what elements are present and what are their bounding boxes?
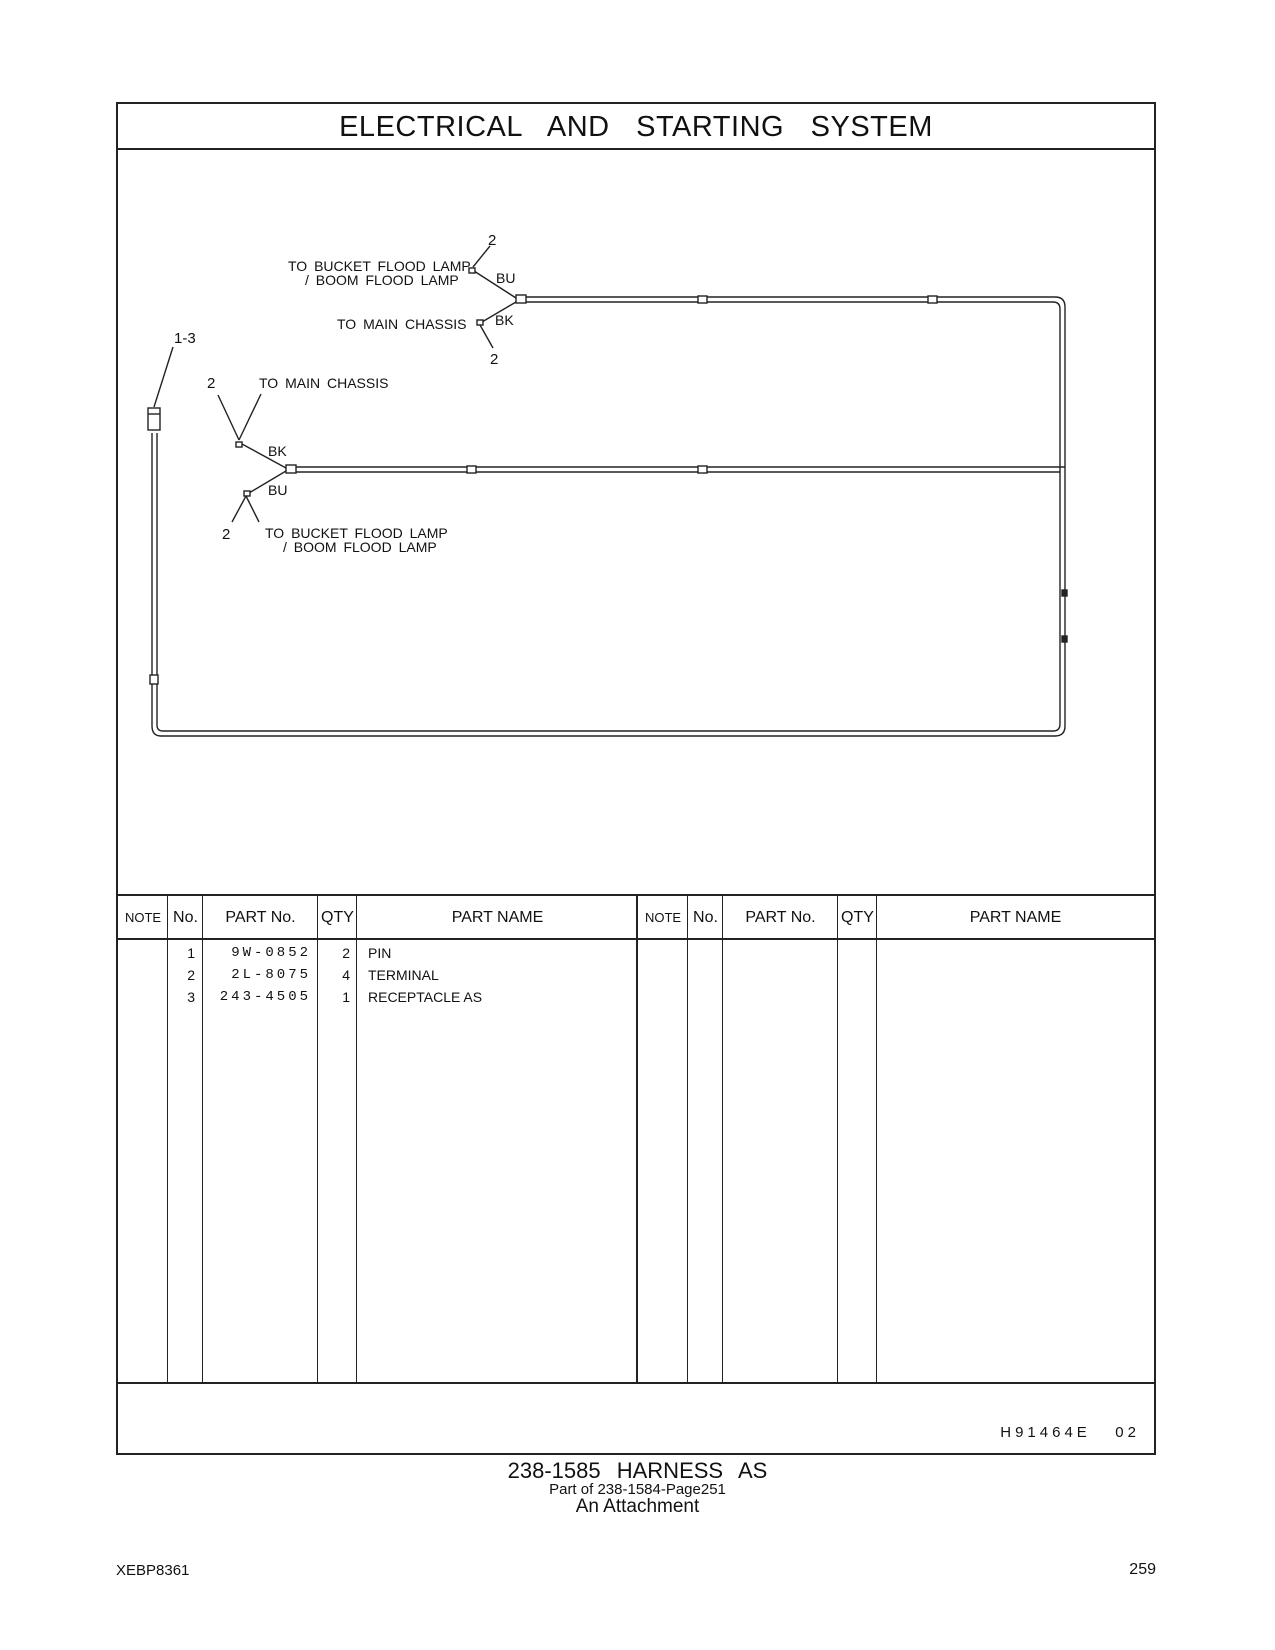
caption-attachment: An Attachment xyxy=(575,1496,700,1517)
header-no-right: No. xyxy=(693,909,718,926)
header-qty: QTY xyxy=(321,909,354,926)
parts-table xyxy=(118,894,1154,1384)
lower-callout-top: 2 xyxy=(207,375,216,392)
upper-callout-top: 2 xyxy=(488,232,497,249)
row-part-no: 9W-0852 xyxy=(231,945,311,961)
row-qty: 2 xyxy=(342,945,350,961)
lower-wire-bk: BK xyxy=(268,443,287,459)
table-row xyxy=(118,964,1154,986)
table-header xyxy=(118,896,1154,940)
row-no: 1 xyxy=(187,945,195,961)
lower-label-chassis: TO MAIN CHASSIS xyxy=(259,375,389,391)
illustration-footer xyxy=(118,1382,1154,1455)
row-part-name: TERMINAL xyxy=(368,967,439,983)
page-number: 259 xyxy=(1129,1561,1156,1578)
upper-label-bucket: TO BUCKET FLOOD LAMP xyxy=(288,258,471,274)
row-part-no: 2L-8075 xyxy=(231,967,311,983)
parts-sheet-frame xyxy=(116,102,1156,1455)
lower-label-boom: / BOOM FLOOD LAMP xyxy=(283,539,437,555)
lower-callout-bottom: 2 xyxy=(222,526,231,543)
header-note-right: NOTE xyxy=(644,910,682,925)
row-part-name: RECEPTACLE AS xyxy=(368,989,483,1005)
upper-label-boom: / BOOM FLOOD LAMP xyxy=(305,272,459,288)
row-part-name: PIN xyxy=(368,945,392,961)
table-row xyxy=(118,942,1154,964)
upper-callout-bottom: 2 xyxy=(490,351,499,368)
header-part-no-right: PART No. xyxy=(745,909,816,926)
row-qty: 1 xyxy=(342,989,350,1005)
illustration-code: H91464E 02 xyxy=(1000,1424,1140,1441)
document-id: XEBP8361 xyxy=(116,1562,190,1579)
row-part-no: 243-4505 xyxy=(219,989,311,1005)
header-note: NOTE xyxy=(124,910,162,925)
harness-diagram xyxy=(118,150,1154,896)
caption-part-of: Part of 238-1584-Page251 xyxy=(549,1481,726,1498)
table-row xyxy=(118,986,1154,1008)
page-title: ELECTRICAL AND STARTING SYSTEM xyxy=(118,104,1154,150)
harness-drawing xyxy=(118,150,1154,896)
header-part-name: PART NAME xyxy=(451,909,544,926)
lower-wire-bu: BU xyxy=(268,482,288,498)
upper-wire-bu: BU xyxy=(496,270,516,286)
caption-title: 238-1585 HARNESS AS xyxy=(507,1458,768,1483)
header-no: No. xyxy=(173,909,198,926)
row-qty: 4 xyxy=(342,967,350,983)
header-part-no: PART No. xyxy=(225,909,296,926)
row-no: 3 xyxy=(187,989,195,1005)
lower-label-bucket: TO BUCKET FLOOD LAMP xyxy=(265,525,448,541)
header-qty-right: QTY xyxy=(841,909,874,926)
upper-label-chassis: TO MAIN CHASSIS xyxy=(337,316,467,332)
row-no: 2 xyxy=(187,967,195,983)
callout-1-3: 1-3 xyxy=(174,330,196,347)
header-part-name-right: PART NAME xyxy=(969,909,1062,926)
upper-wire-bk: BK xyxy=(495,312,514,328)
